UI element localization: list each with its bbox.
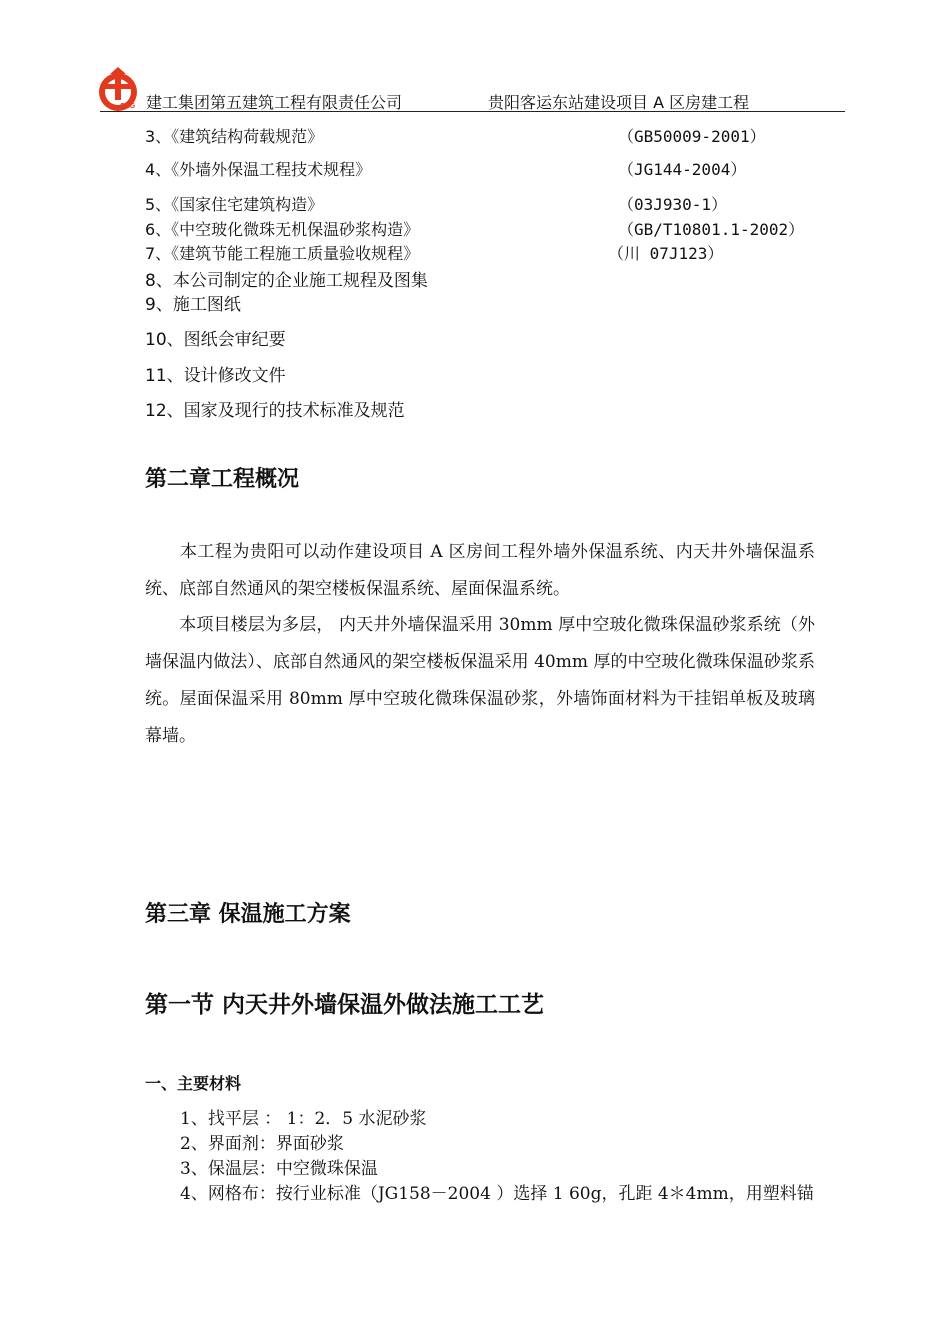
reference-code: （03J930-1） [618, 195, 728, 214]
material-item: 4、网格布：按行业标准（JG158－2004 ）选择 1 60g，孔距 4＊4mm，用塑料锚 [180, 1184, 814, 1204]
company-logo [96, 66, 148, 112]
chapter-2-title: 第二章工程概况 [145, 467, 300, 492]
chapter-3-title: 第三章 保温施工方案 [145, 902, 351, 927]
reference-code: （GB50009-2001） [618, 127, 766, 146]
reference-title: 3、《建筑结构荷载规范》 [145, 127, 324, 146]
section-1-title: 第一节 内天井外墙保温外做法施工工艺 [145, 992, 545, 1018]
reference-code: （JG144-2004） [618, 160, 747, 179]
list-item: 10、图纸会审纪要 [145, 330, 286, 350]
reference-title: 7、《建筑节能工程施工质量验收规程》 [145, 244, 420, 263]
overview-paragraph-2: 本项目楼层为多层， 内天井外墙保温采用 30mm 厚中空玻化微珠保温砂浆系统（外墙保温内做法）、底部自然通风的架空楼板保温采用 40mm 厚的中空玻化微珠保温砂浆系统。屋面保温采用 80mm 厚中空玻化微珠保温砂浆，外墙饰面材料为干挂铝单板及玻璃幕墙。 [145, 615, 815, 746]
overview-paragraph-1: 本工程为贵阳可以动作建设项目 A 区房间工程外墙外保温系统、内天井外墙保温系统、底部自然通风的架空楼板保温系统、屋面保温系统。 [145, 542, 815, 599]
list-item: 12、国家及现行的技术标准及规范 [145, 401, 405, 421]
header-company: 建工集团第五建筑工程有限责任公司 [146, 93, 403, 112]
reference-title: 4、《外墙外保温工程技术规程》 [145, 160, 372, 179]
material-item: 2、界面剂：界面砂浆 [180, 1134, 344, 1154]
logo-text: CEG [120, 103, 136, 110]
header-project: 贵阳客运东站建设项目 A 区房建工程 [488, 93, 750, 112]
reference-code: （GB/T10801.1-2002） [618, 220, 805, 239]
material-item: 1、找平层 ： 1：2．5 水泥砂浆 [180, 1109, 427, 1129]
list-item: 8、本公司制定的企业施工规程及图集 [145, 271, 428, 291]
reference-title: 6、《中空玻化微珠无机保温砂浆构造》 [145, 220, 420, 239]
header-divider [100, 111, 845, 112]
materials-heading: 一、主要材料 [145, 1074, 242, 1093]
list-item: 11、设计修改文件 [145, 366, 286, 386]
list-item: 9、施工图纸 [145, 295, 241, 315]
reference-title: 5、《国家住宅建筑构造》 [145, 195, 324, 214]
material-item: 3、保温层：中空微珠保温 [180, 1159, 378, 1179]
reference-code: （川 07J123） [608, 244, 724, 263]
